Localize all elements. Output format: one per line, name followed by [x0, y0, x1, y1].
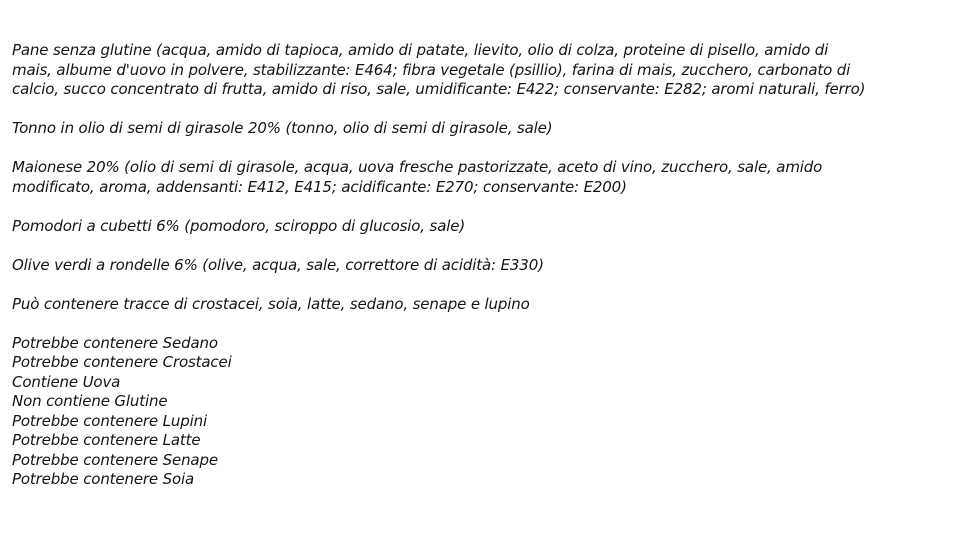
ingredient-paragraph-bread: Pane senza glutine (acqua, amido di tapioca, amido di patate, lievito, olio di colza, proteine di pisello, amido di mais, albume d'uovo in polvere, stabilizzante: E464; fibra vegetale (psillio), farina di mais, zucchero, carbonato di calcio, succo concentrato di frutta, amido di riso, sale, umidificante: E422; conservante: E282; aromi naturali, ferro) [12, 41, 866, 98]
allergen-item: Potrebbe contenere Crostacei [12, 353, 232, 371]
allergen-list [12, 334, 952, 490]
ingredient-paragraph-mayonnaise: Maionese 20% (olio di semi di girasole, acqua, uova fresche pastorizzate, aceto di vino, zucchero, sale, amido modificato, aroma, addensanti: E412, E415; acidificante: E270; conservante: E200) [12, 158, 823, 196]
ingredient-paragraph-tomatoes: Pomodori a cubetti 6% (pomodoro, sciroppo di glucosio, sale) [12, 216, 466, 235]
allergen-item: Potrebbe contenere Soia [12, 470, 195, 488]
allergen-item: Potrebbe contenere Lupini [12, 411, 207, 430]
allergen-traces-note: Può contenere tracce di crostacei, soia, latte, sedano, senape e lupino [12, 294, 530, 313]
allergen-item: Potrebbe contenere Sedano [12, 333, 218, 352]
allergen-item: Potrebbe contenere Senape [12, 450, 218, 469]
ingredients-document [12, 41, 952, 490]
ingredient-paragraph-olives: Olive verdi a rondelle 6% (olive, acqua, sale, correttore di acidità: E330) [12, 255, 544, 274]
ingredient-paragraph-tuna: Tonno in olio di semi di girasole 20% (tonno, olio di semi di girasole, sale) [12, 119, 553, 137]
allergen-item: Non contiene Glutine [12, 392, 168, 410]
allergen-item: Potrebbe contenere Latte [12, 431, 201, 449]
allergen-item: Contiene Uova [12, 372, 121, 391]
